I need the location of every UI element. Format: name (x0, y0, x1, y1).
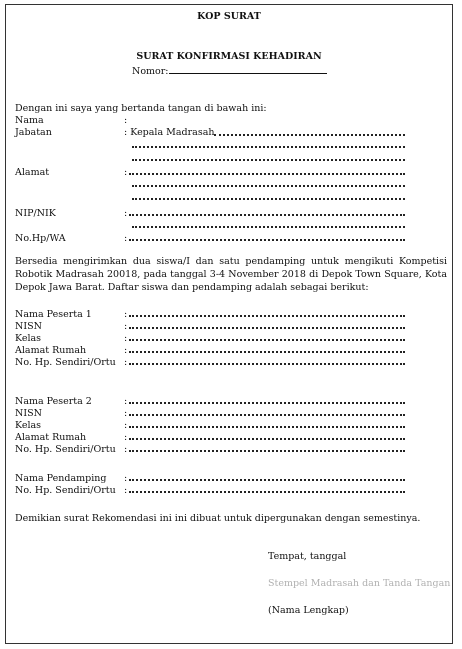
participant2-class-colon: : (124, 420, 128, 431)
signer-nip-label: NIP/NIK (15, 208, 56, 219)
signer-position-dots-3 (132, 156, 405, 161)
participant1-name-label: Nama Peserta 1 (15, 309, 92, 320)
participant1-nisn-colon: : (124, 321, 128, 332)
companion-name-label: Nama Pendamping (15, 473, 107, 484)
signer-nip-dots-2 (132, 223, 405, 228)
letter-title: SURAT KONFIRMASI KEHADIRAN (136, 51, 322, 62)
signer-nip-colon: : (124, 208, 128, 219)
letter-page (5, 4, 453, 644)
participant1-class-label: Kelas (15, 333, 42, 344)
participant1-class-dots (129, 336, 405, 341)
participant2-nisn-dots (129, 411, 405, 416)
participant1-name-colon: : (124, 309, 128, 320)
signer-position-dots (214, 131, 405, 136)
signer-nip-dots (129, 211, 405, 216)
companion-name-dots (129, 476, 405, 481)
participant2-phone-colon: : (124, 444, 128, 455)
signer-address-label: Alamat (15, 167, 50, 178)
participant2-class-label: Kelas (15, 420, 42, 431)
participant1-class-colon: : (124, 333, 128, 344)
participant1-phone-colon: : (124, 357, 128, 368)
full-name-placeholder: (Nama Lengkap) (268, 605, 349, 616)
signer-position-label: Jabatan (15, 127, 52, 138)
participant2-name-label: Nama Peserta 2 (15, 396, 92, 407)
signer-name-label: Nama (15, 115, 44, 126)
participant2-phone-dots (129, 447, 405, 452)
letter-number-blank (169, 63, 327, 74)
participant2-address-colon: : (124, 432, 128, 443)
signer-address-colon: : (124, 167, 128, 178)
participant2-nisn-label: NISN (15, 408, 42, 419)
letterhead-placeholder: KOP SURAT (197, 11, 261, 22)
participant1-name-dots (129, 312, 405, 317)
participant2-address-dots (129, 435, 405, 440)
participant1-phone-dots (129, 360, 405, 365)
signer-position-value: : Kepala Madrasah (124, 127, 215, 138)
closing-text: Demikian surat Rekomendasi ini ini dibuat untuk dipergunakan dengan semestinya. (15, 513, 421, 524)
signer-address-dots-3 (132, 195, 405, 200)
signer-phone-colon: : (124, 233, 128, 244)
signer-address-dots-2 (132, 182, 405, 187)
letter-number (132, 63, 327, 77)
participant2-name-colon: : (124, 396, 128, 407)
body-paragraph: Bersedia mengirimkan dua siswa/I dan satu pendamping untuk mengikuti Kompetisi Robotik Madrasah 20018, pada tanggal 3-4 November 2018 di Depok Town Square, Kota Depok Jawa Barat. Daftar siswa dan pendamping adalah sebagai berikut: (15, 256, 447, 293)
participant2-phone-label: No. Hp. Sendiri/Ortu (15, 444, 116, 455)
participant2-class-dots (129, 423, 405, 428)
participant1-nisn-dots (129, 324, 405, 329)
signer-phone-dots (129, 236, 405, 241)
participant1-address-dots (129, 348, 405, 353)
signer-address-dots (129, 170, 405, 175)
participant1-address-label: Alamat Rumah (15, 345, 87, 356)
signer-position-dots-2 (132, 143, 405, 148)
intro-text: Dengan ini saya yang bertanda tangan di bawah ini: (15, 103, 267, 114)
companion-phone-dots (129, 488, 405, 493)
stamp-signature-placeholder: Stempel Madrasah dan Tanda Tangan (268, 578, 451, 589)
participant1-phone-label: No. Hp. Sendiri/Ortu (15, 357, 116, 368)
participant1-nisn-label: NISN (15, 321, 42, 332)
participant1-address-colon: : (124, 345, 128, 356)
companion-phone-label: No. Hp. Sendiri/Ortu (15, 485, 116, 496)
participant2-nisn-colon: : (124, 408, 128, 419)
signer-name-colon: : (124, 115, 128, 126)
participant2-name-dots (129, 399, 405, 404)
signer-phone-label: No.Hp/WA (15, 233, 66, 244)
place-date: Tempat, tanggal (268, 551, 347, 562)
companion-phone-colon: : (124, 485, 128, 496)
companion-name-colon: : (124, 473, 128, 484)
letter-number-label: Nomor: (132, 66, 169, 77)
participant2-address-label: Alamat Rumah (15, 432, 87, 443)
